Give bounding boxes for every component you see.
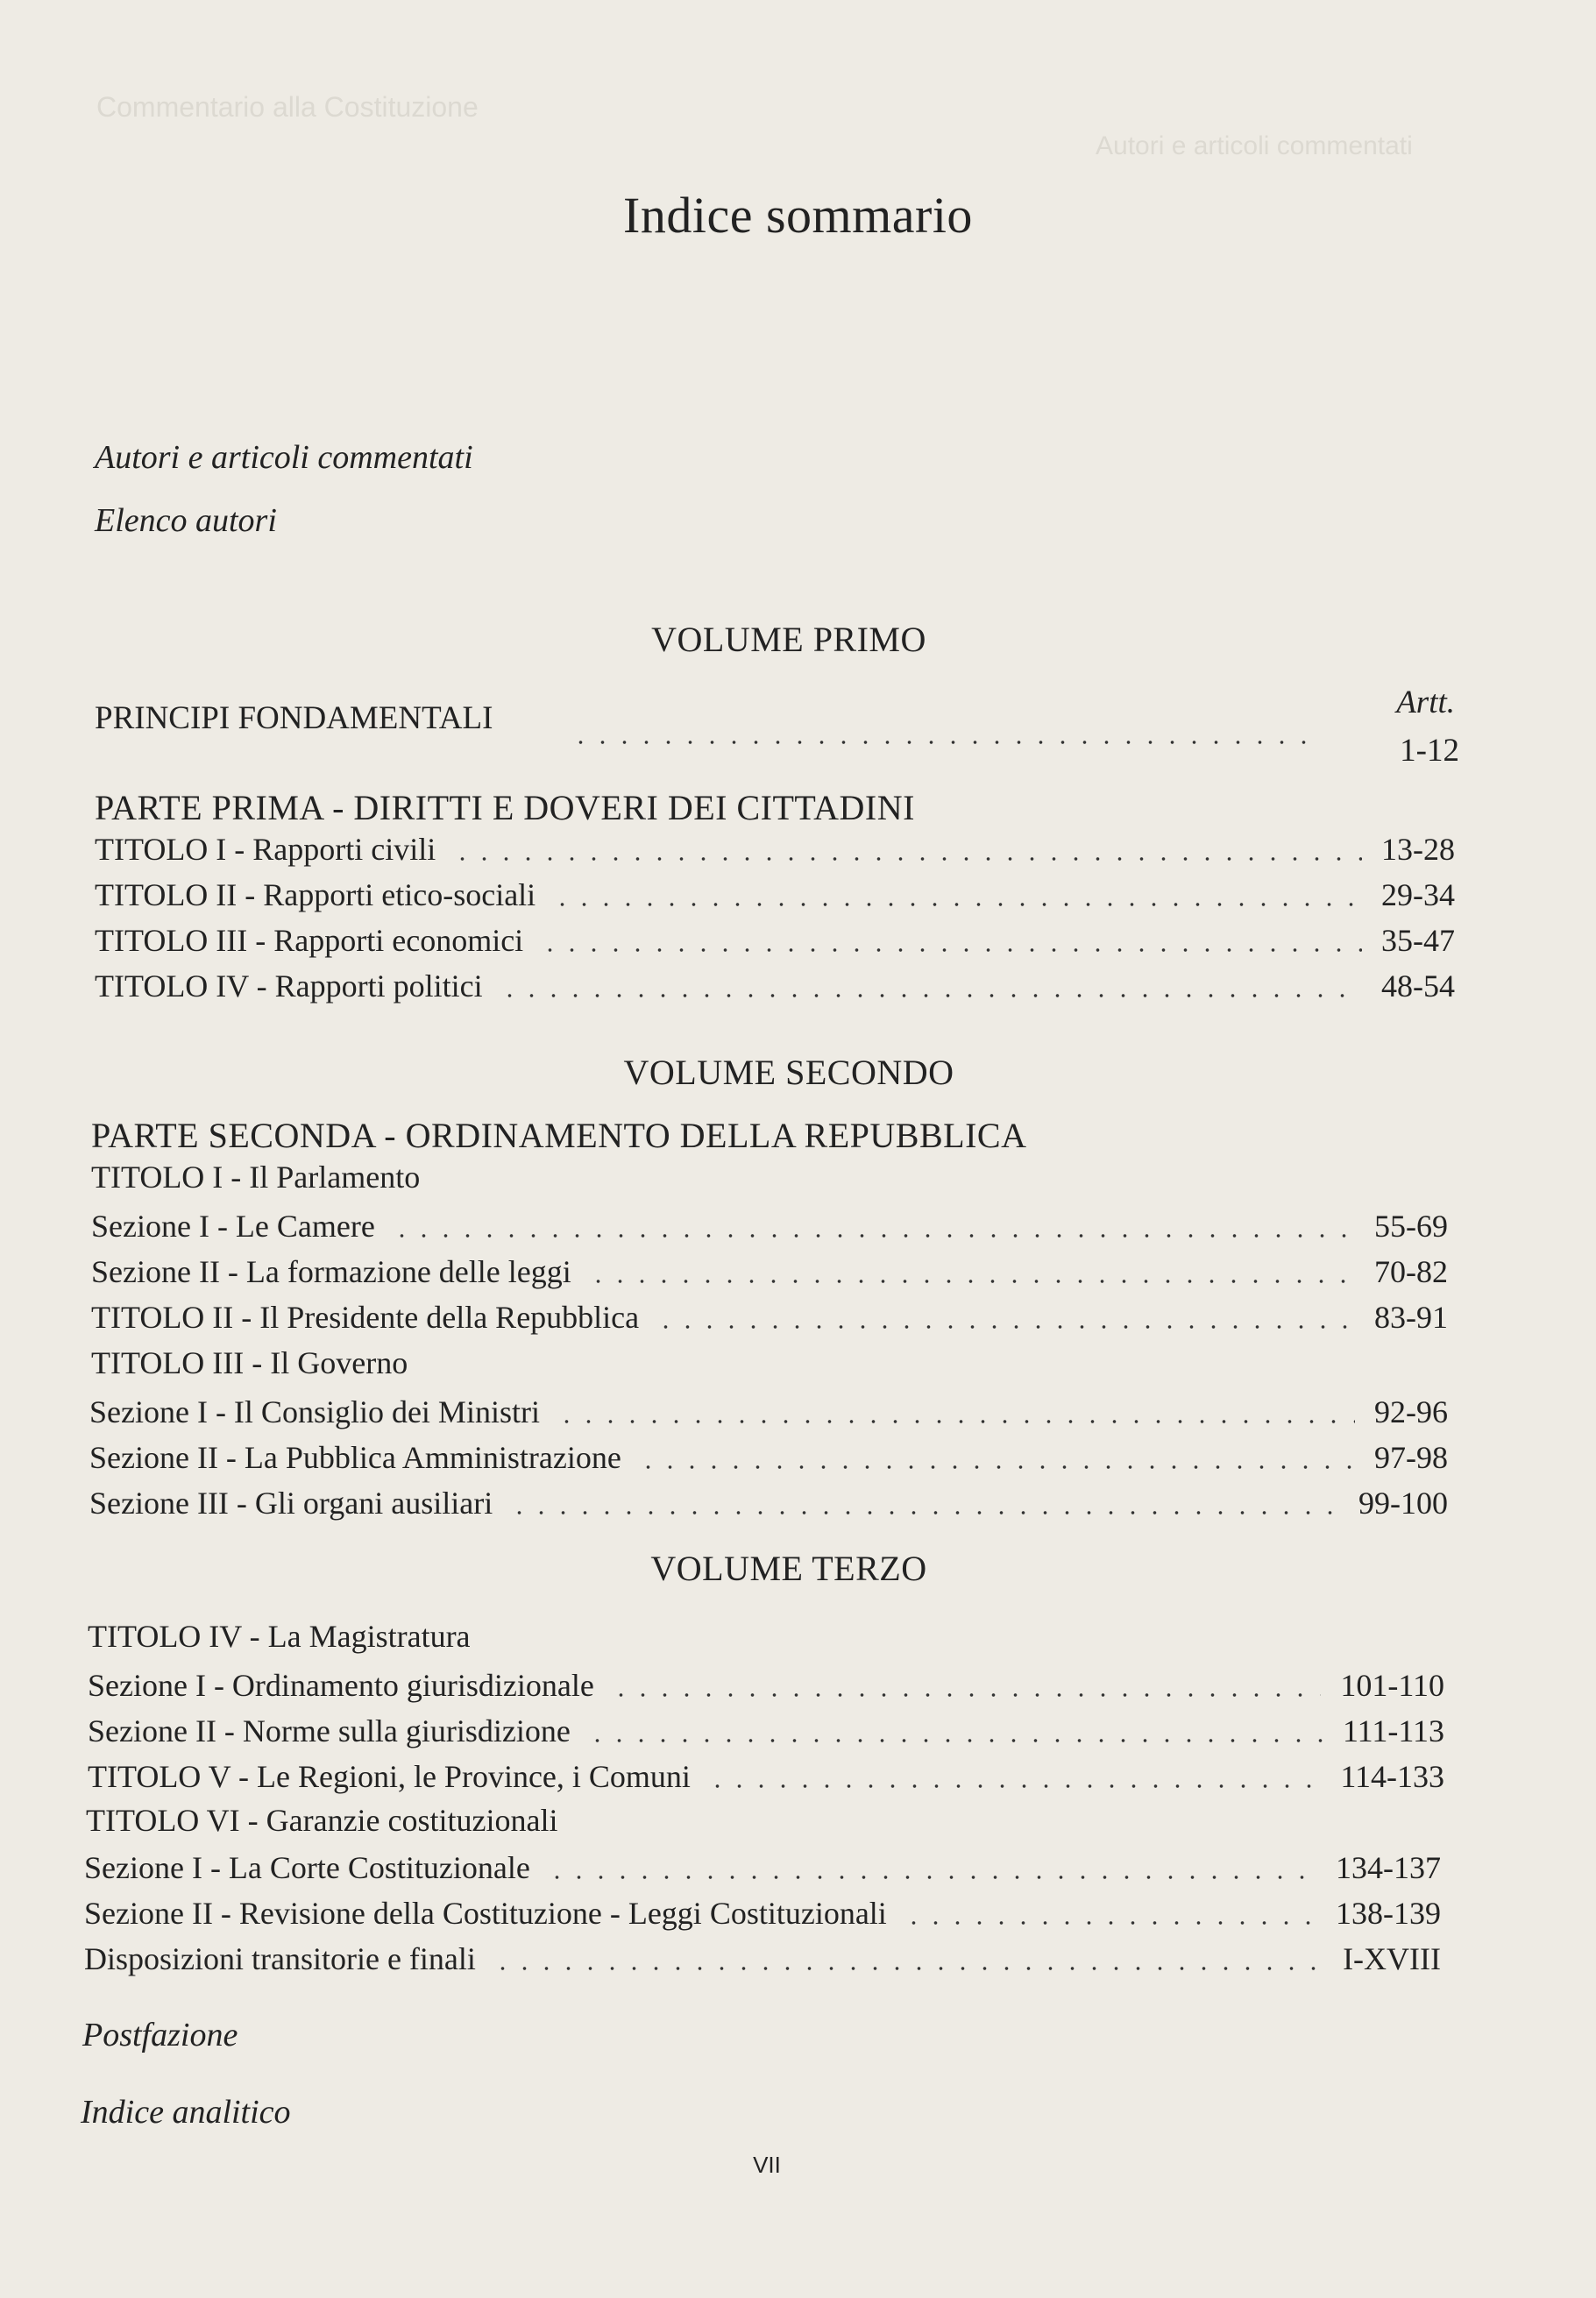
toc-entry-pages: 55-69 (1374, 1209, 1448, 1244)
toc-entry-dots (903, 1921, 1316, 1925)
toc-entry-pages: 83-91 (1374, 1300, 1448, 1335)
toc-entry-dots (391, 1234, 1355, 1238)
toc-garanzie: TITOLO VI - Garanzie costituzionali (86, 1803, 558, 1838)
toc-entry-dots (586, 1739, 1323, 1742)
toc-magistratura: TITOLO IV - La Magistratura (88, 1619, 471, 1654)
toc-entry-dots (610, 1693, 1322, 1697)
front-autori: Autori e articoli commentati (95, 439, 473, 476)
volume-terzo-heading: VOLUME TERZO (650, 1549, 927, 1588)
toc-entry-pages: 101-110 (1340, 1668, 1444, 1703)
toc-entry-pages: I-XVIII (1343, 1941, 1441, 1976)
ghost-header-right: Autori e articoli commentati (1096, 131, 1413, 160)
toc-parlamento: TITOLO I - Il Parlamento (91, 1160, 421, 1195)
toc-entry-dots (655, 1325, 1355, 1329)
toc-entry-dots (556, 1420, 1355, 1423)
page-title: Indice sommario (623, 187, 973, 244)
toc-entry-label: Sezione II - Norme sulla giurisdizione (88, 1713, 571, 1748)
toc-principi-dots (570, 741, 1306, 744)
toc-entry-label: Sezione II - La formazione delle leggi (91, 1254, 571, 1289)
toc-entry-pages: 92-96 (1374, 1394, 1448, 1429)
toc-entry-dots (587, 1280, 1355, 1283)
front-elenco: Elenco autori (95, 502, 277, 539)
toc-entry-pages: 99-100 (1358, 1486, 1448, 1521)
toc-principi-label: PRINCIPI FONDAMENTALI (95, 700, 493, 736)
toc-entry-label: TITOLO II - Rapporti etico-sociali (95, 877, 536, 912)
toc-entry-label: Sezione I - Le Camere (91, 1209, 375, 1244)
toc-entry-label: TITOLO IV - Rapporti politici (95, 968, 483, 1004)
toc-entry-pages: 138-139 (1336, 1896, 1441, 1931)
toc-entry-label: Sezione II - Revisione della Costituzione - Leggi Costituzionali (84, 1896, 887, 1931)
toc-entry-pages: 97-98 (1374, 1440, 1448, 1475)
toc-entry-label: Sezione I - La Corte Costituzionale (84, 1850, 530, 1885)
back-postfazione: Postfazione (82, 2017, 238, 2053)
toc-entry-pages: 29-34 (1381, 877, 1455, 912)
toc-entry-dots (539, 948, 1362, 952)
toc-entry-pages: 114-133 (1340, 1759, 1444, 1794)
volume-primo-heading: VOLUME PRIMO (651, 620, 926, 659)
toc-entry-pages: 111-113 (1343, 1713, 1444, 1748)
parte-seconda-heading: PARTE SECONDA - ORDINAMENTO DELLA REPUBBLICA (91, 1116, 1027, 1155)
toc-entry-dots (551, 903, 1362, 906)
toc-entry-label: TITOLO I - Rapporti civili (95, 832, 436, 867)
toc-entry-label: TITOLO III - Rapporti economici (95, 923, 524, 958)
toc-entry-label: Sezione II - La Pubblica Amministrazione (89, 1440, 621, 1475)
volume-secondo-heading: VOLUME SECONDO (623, 1053, 954, 1092)
parte-prima-heading: PARTE PRIMA - DIRITTI E DOVERI DEI CITTADINI (95, 788, 915, 827)
toc-entry-dots (499, 994, 1362, 997)
toc-entry-dots (546, 1876, 1316, 1879)
toc-principi-pages: 1-12 (1400, 733, 1459, 769)
toc-entry-pages: 134-137 (1336, 1850, 1441, 1885)
page-folio: VII (753, 2152, 781, 2178)
toc-entry-pages: 48-54 (1381, 968, 1455, 1004)
ghost-header-left: Commentario alla Costituzione (96, 91, 479, 123)
toc-entry-dots (492, 1967, 1323, 1970)
toc-entry-label: Sezione I - Ordinamento giurisdizionale (88, 1668, 594, 1703)
toc-entry-label: Sezione I - Il Consiglio dei Ministri (89, 1394, 540, 1429)
toc-entry-pages: 70-82 (1374, 1254, 1448, 1289)
artt-label: Artt. (1396, 684, 1455, 720)
toc-entry-dots (508, 1511, 1339, 1514)
back-indice: Indice analitico (81, 2094, 291, 2131)
toc-entry-label: Disposizioni transitorie e finali (84, 1941, 476, 1976)
toc-entry-label: TITOLO V - Le Regioni, le Province, i Comuni (88, 1759, 691, 1794)
toc-entry-dots (706, 1784, 1321, 1788)
toc-entry-dots (637, 1465, 1355, 1469)
toc-entry-pages: 13-28 (1381, 832, 1455, 867)
toc-entry-label: TITOLO II - Il Presidente della Repubblica (91, 1300, 640, 1335)
toc-entry-label: Sezione III - Gli organi ausiliari (89, 1486, 493, 1521)
toc-governo: TITOLO III - Il Governo (91, 1345, 408, 1380)
toc-entry-pages: 35-47 (1381, 923, 1455, 958)
toc-entry-dots (451, 857, 1362, 861)
